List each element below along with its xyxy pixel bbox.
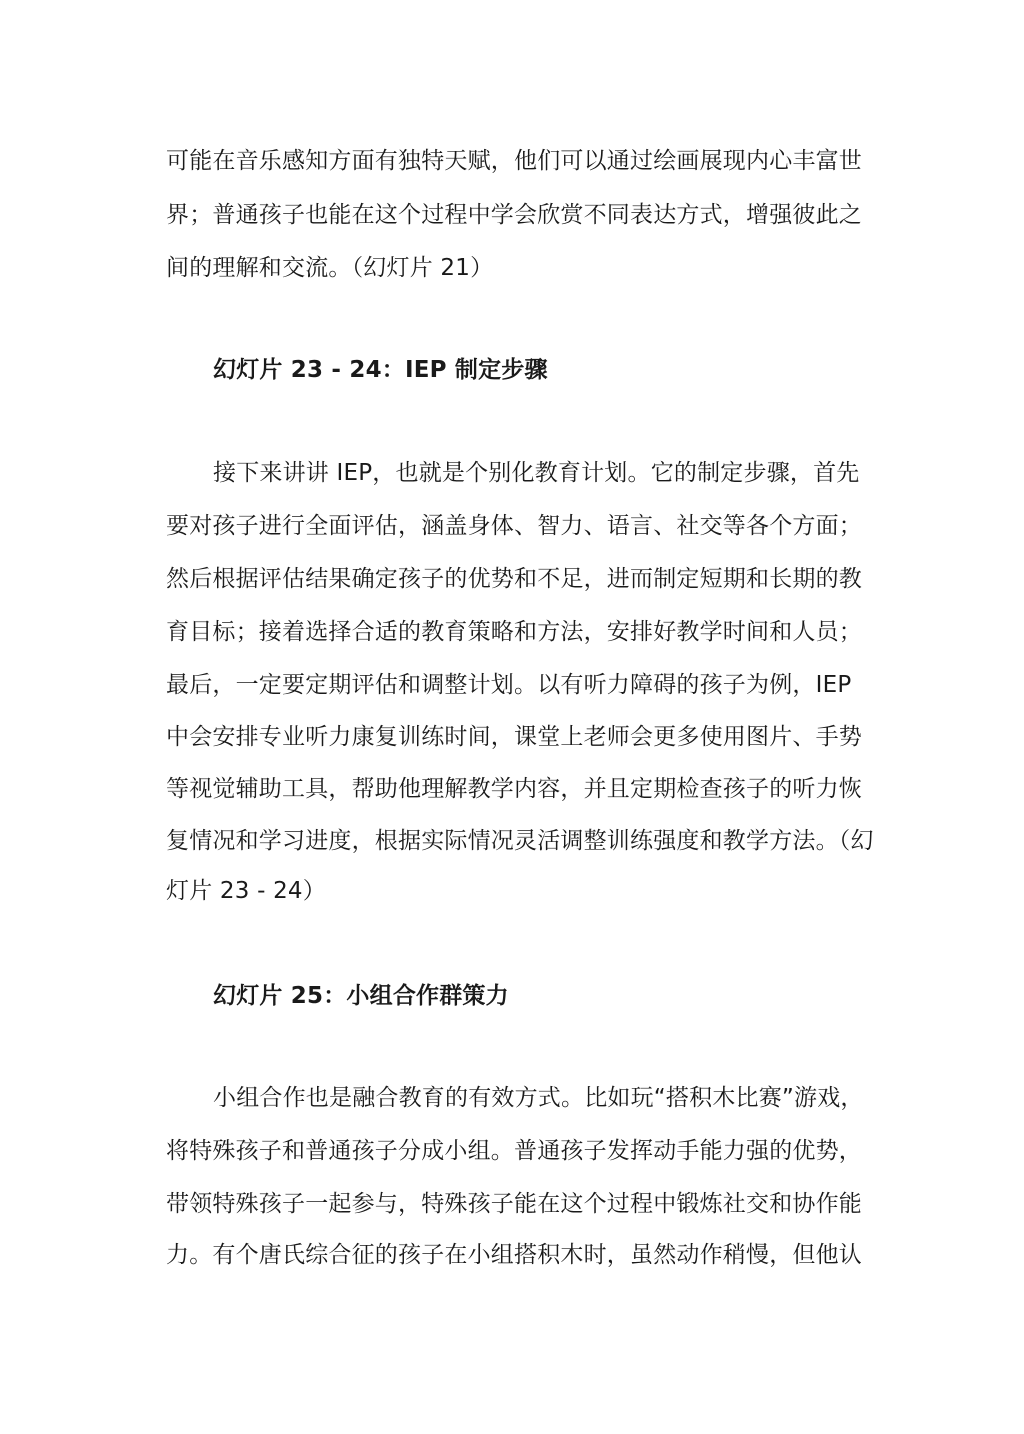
iep-paragraph-line: 要对孩子进行全面评估，涵盖身体、智力、语言、社交等各个方面； (166, 513, 862, 539)
iep-paragraph-line: 中会安排专业听力康复训练时间，课堂上老师会更多使用图片、手势 (166, 724, 862, 750)
group-paragraph-line: 小组合作也是融合教育的有效方式。比如玩“搭积木比赛”游戏， (213, 1085, 864, 1111)
iep-paragraph-line: 等视觉辅助工具，帮助他理解教学内容，并且定期检查孩子的听力恢 (166, 776, 862, 802)
iep-paragraph-line: 接下来讲讲 IEP，也就是个别化教育计划。它的制定步骤，首先 (213, 460, 860, 486)
iep-paragraph-line: 复情况和学习进度，根据实际情况灵活调整训练强度和教学方法。（幻 (166, 828, 874, 854)
iep-paragraph-line: 最后，一定要定期评估和调整计划。以有听力障碍的孩子为例，IEP (166, 672, 852, 698)
iep-paragraph-line: 育目标；接着选择合适的教育策略和方法，安排好教学时间和人员； (166, 619, 862, 645)
intro-paragraph-line: 间的理解和交流。（幻灯片 21） (166, 255, 494, 281)
group-paragraph-line: 力。有个唐氏综合征的孩子在小组搭积木时，虽然动作稍慢，但他认 (166, 1242, 862, 1268)
intro-paragraph-line: 界；普通孩子也能在这个过程中学会欣赏不同表达方式，增强彼此之 (166, 202, 862, 228)
group-paragraph-line: 将特殊孩子和普通孩子分成小组。普通孩子发挥动手能力强的优势， (166, 1138, 862, 1164)
section-heading-iep: 幻灯片 23 - 24：IEP 制定步骤 (213, 357, 548, 383)
intro-paragraph-line: 可能在音乐感知方面有独特天赋，他们可以通过绘画展现内心丰富世 (166, 148, 862, 174)
iep-paragraph-line: 然后根据评估结果确定孩子的优势和不足，进而制定短期和长期的教 (166, 566, 862, 592)
group-paragraph-line: 带领特殊孩子一起参与，特殊孩子能在这个过程中锻炼社交和协作能 (166, 1191, 862, 1217)
section-heading-group: 幻灯片 25：小组合作群策力 (213, 983, 509, 1009)
iep-paragraph-line: 灯片 23 - 24） (166, 878, 326, 904)
